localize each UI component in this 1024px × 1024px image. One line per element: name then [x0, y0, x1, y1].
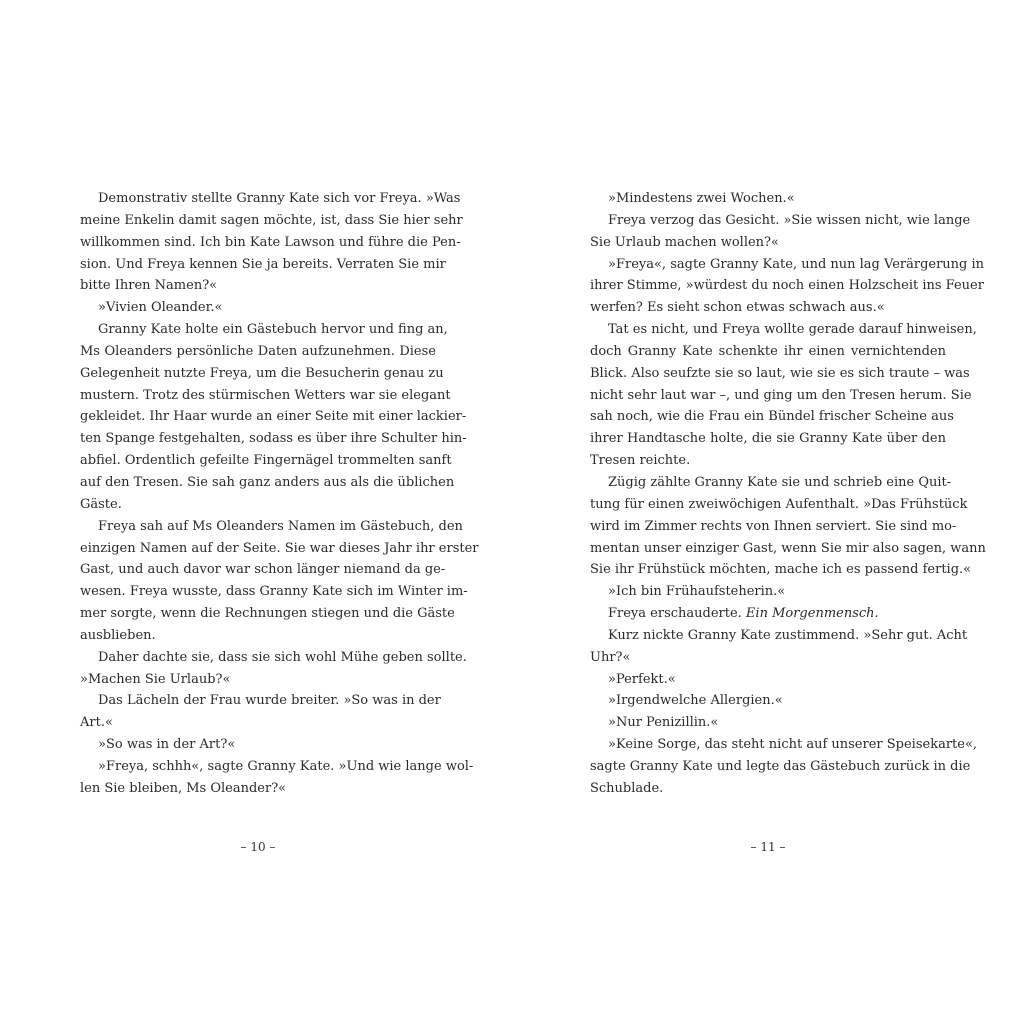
text-line — [80, 297, 436, 319]
text-line — [80, 669, 436, 691]
text-line-content: »Freya«, sagte Granny Kate, und nun lag Verärgerung in — [608, 256, 985, 272]
text-line — [80, 319, 448, 341]
text-line-content: »Irgendwelche Allergien.« — [608, 693, 783, 709]
text-line-content: bitte Ihren Namen?« — [80, 278, 218, 294]
text-line — [590, 603, 946, 625]
text-line-content: »Ich bin Frühaufsteherin.« — [608, 584, 786, 600]
text-line — [80, 363, 444, 385]
text-line — [80, 385, 451, 407]
text-line-content: ihrer Handtasche holte, die sie Granny Kate über den — [590, 431, 946, 447]
text-line-content: Das Lächeln der Frau wurde breiter. »So was in der — [98, 693, 441, 709]
text-line-content: einzigen Namen auf der Seite. Sie war dieses Jahr ihr erster — [80, 540, 479, 556]
text-line — [80, 472, 455, 494]
text-line-content: auf den Tresen. Sie sah ganz anders aus als die üblichen — [80, 474, 455, 490]
text-line-content: »Freya, schhh«, sagte Granny Kate. »Und wie lange wol- — [98, 758, 474, 774]
text-line-content: abfiel. Ordentlich gefeilte Fingernägel trommelten sanft — [80, 453, 452, 469]
text-line — [80, 647, 467, 669]
text-line — [80, 406, 467, 428]
left-page-text — [80, 188, 479, 800]
text-line-content: ihrer Stimme, »würdest du noch einen Holzscheit ins Feuer — [590, 278, 984, 294]
text-line — [80, 756, 474, 778]
text-line — [80, 341, 436, 363]
text-line-content: Kurz nickte Granny Kate zustimmend. »Sehr gut. Acht — [608, 627, 968, 643]
text-line — [80, 232, 461, 254]
text-line-content: ten Spange festgehalten, sodass es über ihre Schulter hin- — [80, 431, 467, 447]
text-line-content: Demonstrativ stellte Granny Kate sich vor Freya. »Was — [98, 191, 461, 206]
text-line-content: willkommen sind. Ich bin Kate Lawson und führe die Pen- — [80, 234, 461, 250]
text-line — [80, 581, 468, 603]
text-line-content: »Keine Sorge, das steht nicht auf unserer Speisekarte«, — [608, 737, 978, 753]
text-line-content: Tat es nicht, und Freya wollte gerade darauf hinweisen, — [608, 322, 977, 338]
text-line — [590, 647, 946, 669]
text-line-content: len Sie bleiben, Ms Oleander?« — [80, 780, 287, 796]
text-line-content: Art.« — [80, 715, 113, 731]
text-line — [590, 690, 946, 712]
text-line — [590, 538, 986, 560]
text-line — [590, 669, 946, 691]
page-number-left: – 10 – — [240, 840, 276, 854]
text-line — [80, 254, 446, 276]
text-line — [590, 450, 946, 472]
text-line-content: ausblieben. — [80, 627, 156, 643]
text-line — [590, 559, 972, 581]
text-line — [590, 516, 957, 538]
text-line-content: »Nur Penizillin.« — [608, 715, 719, 731]
text-line — [80, 690, 441, 712]
text-line — [80, 450, 452, 472]
text-line-content: Sie ihr Frühstück möchten, mache ich es passend fertig.« — [590, 562, 972, 578]
text-line — [80, 734, 436, 756]
text-line — [80, 603, 455, 625]
right-page — [590, 188, 986, 800]
text-line — [590, 254, 985, 276]
text-line-content: meine Enkelin damit sagen möchte, ist, dass Sie hier sehr — [80, 212, 463, 228]
text-line — [590, 319, 977, 341]
text-line — [590, 406, 954, 428]
text-line-content: gekleidet. Ihr Haar wurde an einer Seite mit einer lackier- — [80, 409, 467, 425]
text-line — [80, 188, 461, 210]
text-line — [590, 734, 978, 756]
text-line-content: »Perfekt.« — [608, 671, 676, 687]
text-line — [80, 516, 463, 538]
italic-text: Ein Morgenmensch. — [745, 606, 879, 622]
text-line-content: Tresen reichte. — [590, 453, 691, 469]
text-line — [590, 297, 946, 319]
text-line-content: Blick. Also seufzte sie so laut, wie sie es sich traute – was — [590, 365, 970, 381]
text-line — [80, 494, 436, 516]
text-line-content: nicht sehr laut war –, und ging um den Tresen herum. Sie — [590, 387, 972, 403]
text-line-content: Gäste. — [80, 496, 122, 512]
text-line — [590, 472, 952, 494]
text-line — [80, 210, 463, 232]
text-line-content: Gelegenheit nutzte Freya, um die Besucherin genau zu — [80, 365, 444, 381]
text-line — [590, 712, 946, 734]
text-line-content: wird im Zimmer rechts von Ihnen serviert. Sie sind mo- — [590, 518, 957, 534]
text-line-content: »Vivien Oleander.« — [98, 300, 223, 316]
text-line-content: sah noch, wie die Frau ein Bündel frischer Scheine aus — [590, 409, 954, 425]
text-line-content: Gast, und auch davor war schon länger niemand da ge- — [80, 562, 446, 578]
text-line-content: wesen. Freya wusste, dass Granny Kate sich im Winter im- — [80, 584, 468, 600]
text-line — [80, 275, 436, 297]
text-line — [590, 188, 946, 210]
text-line-content: werfen? Es sieht schon etwas schwach aus.« — [590, 300, 885, 316]
text-line-content: tung für einen zweiwöchigen Aufenthalt. »Das Frühstück — [590, 496, 968, 512]
text-line-content: Schublade. — [590, 780, 664, 796]
text-line-content: mentan unser einziger Gast, wenn Sie mir also sagen, wann — [590, 540, 986, 556]
text-line — [590, 494, 968, 516]
text-line-content: Freya verzog das Gesicht. »Sie wissen nicht, wie lange — [608, 212, 971, 228]
text-line-content: Ms Oleanders persönliche Daten aufzunehmen. Diese — [80, 343, 436, 359]
text-line-content: Daher dachte sie, dass sie sich wohl Mühe geben sollte. — [98, 649, 467, 665]
text-line-content: Sie Urlaub machen wollen?« — [590, 234, 779, 250]
text-line — [80, 559, 446, 581]
right-page-text — [590, 188, 986, 800]
text-line-content: Freya erschauderte. — [608, 606, 746, 622]
text-line — [590, 625, 968, 647]
text-line — [590, 275, 984, 297]
text-line-content: Freya sah auf Ms Oleanders Namen im Gästebuch, den — [98, 518, 463, 534]
text-line-content: »So was in der Art?« — [98, 737, 236, 753]
text-line-content: »Mindestens zwei Wochen.« — [608, 191, 795, 206]
text-line — [590, 232, 946, 254]
text-line — [80, 538, 479, 560]
left-page — [80, 188, 479, 800]
text-line — [590, 428, 946, 450]
text-line — [590, 756, 971, 778]
text-line — [80, 625, 436, 647]
text-line — [590, 581, 946, 603]
text-line-content: mer sorgte, wenn die Rechnungen stiegen und die Gäste — [80, 606, 455, 622]
text-line-content: »Machen Sie Urlaub?« — [80, 671, 231, 687]
text-line — [80, 778, 436, 800]
text-line-content: sagte Granny Kate und legte das Gästebuch zurück in die — [590, 758, 971, 774]
text-line-content: mustern. Trotz des stürmischen Wetters war sie elegant — [80, 387, 451, 403]
text-line-content: Uhr?« — [590, 649, 631, 665]
text-line-content: doch Granny Kate schenkte ihr einen vernichtenden — [590, 343, 946, 359]
text-line — [590, 363, 970, 385]
text-line-content: Zügig zählte Granny Kate sie und schrieb eine Quit- — [608, 474, 952, 490]
text-line — [80, 712, 436, 734]
text-line-content: Granny Kate holte ein Gästebuch hervor und fing an, — [98, 322, 448, 338]
page-number-right: – 11 – — [750, 840, 786, 854]
text-line — [590, 210, 971, 232]
text-line — [80, 428, 467, 450]
text-line-content: sion. Und Freya kennen Sie ja bereits. Verraten Sie mir — [80, 256, 446, 272]
text-line — [590, 341, 946, 363]
text-line — [590, 385, 972, 407]
text-line — [590, 778, 946, 800]
